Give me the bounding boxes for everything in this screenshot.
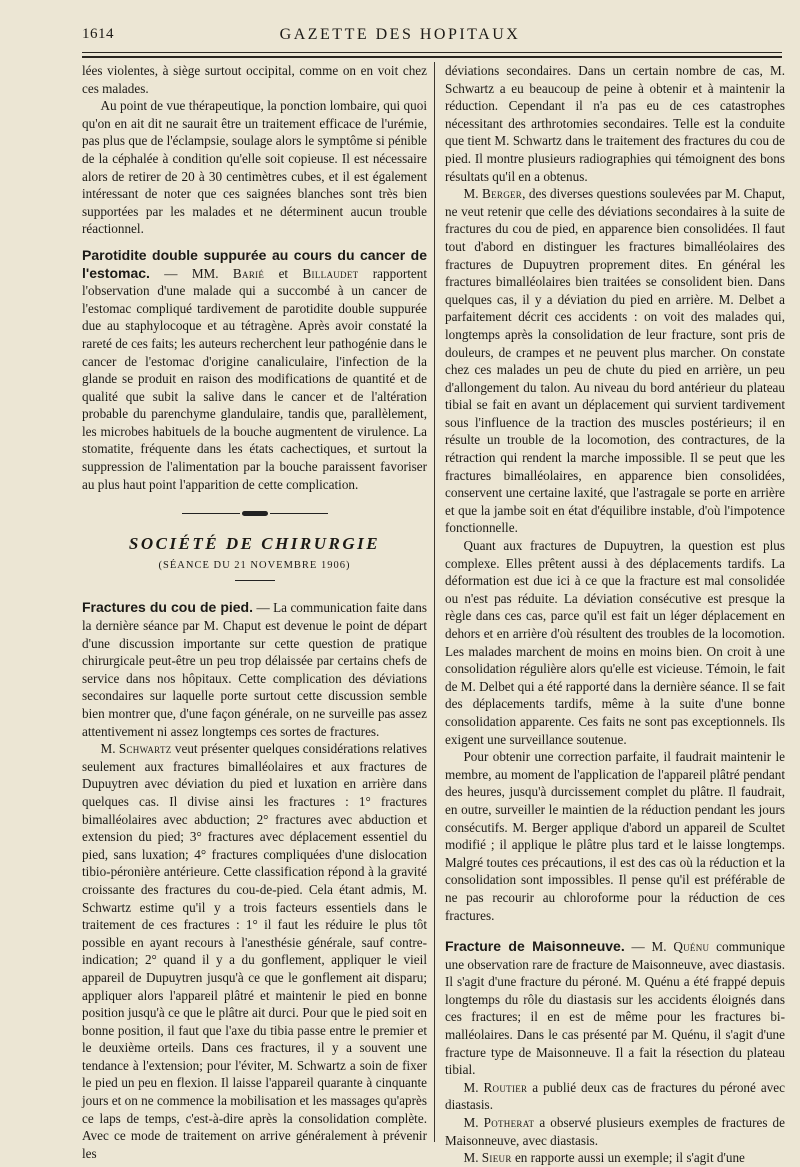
- author-name: Sieur: [481, 1150, 512, 1166]
- author-name: Routier: [483, 1079, 528, 1095]
- article-title-maisonneuve: Fracture de Maisonneuve.: [445, 938, 625, 955]
- author-name: Barié: [232, 265, 265, 281]
- article-fractures: Fractures du cou de pied. — La communication faite dans la dernière séance par M. Chaput est devenue le point de départ d'une discussion importante sur cette question de pratique chirurgicale peut-être un peu trop délaissée par certains chefs de service dans nos hôpitaux. Cette complication des déviations secondaires sur laquelle porte surtout cette discussion semble bien montrer que, d'une façon générale, on ne surveille pas assez attentivement ni assez longtemps ces sortes de fractures.: [82, 599, 427, 739]
- author-name: Potherat: [483, 1115, 535, 1131]
- section-ornament: [82, 509, 427, 517]
- paragraph-dupuytren: Quant aux fractures de Dupuytren, la question est plus complexe. Elles prêtent aussi à des déplacements tardifs. La déformation est due ici à ce que la fracture est mal consolidée ou n'est pas réduite. La déviation consécutive est presque la règle dans ces cas, parce qu'il est fait un léger déplacement en dehors et en arrière d'où résultent des troubles de la locomotion. Les malades marchent de moins en moins bien. On croit à une consolidation régulière alors qu'elle est vicieuse. Témoin, le fait de M. Delbet qui a été rapporté dans la dernière séance. Il se fait des déplacements tardifs, même à la suite d'une bonne consolidation apparente. Ces faits ne sont pas exceptionnels. Ils exigent une surveillance soutenue.: [445, 538, 785, 747]
- header-rule-thick: [82, 56, 782, 58]
- section-session-date: (SÉANCE DU 21 NOVEMBRE 1906): [158, 559, 351, 571]
- column-divider: [434, 62, 435, 1142]
- author-name: Billaudet: [302, 265, 359, 281]
- page-number: 1614: [82, 26, 114, 42]
- paragraph-continuation-right: déviations secondaires. Dans un certain nombre de cas, M. Schwartz a eu beaucoup de peine à obtenir et à maintenir la réduction. Cependant il n'a pas eu de ces catastrophes nécessitant des arthrotomies secondaires. Telle est la conduite que tient M. Schwartz dans le traitement des fractures du cou de pied. Il montre plusieurs radiographies qui témoignent des bons résultats qu'il en a obtenus.: [445, 63, 785, 184]
- journal-title: GAZETTE DES HOPITAUX: [279, 26, 521, 43]
- article-title-parotidite: Parotidite double suppurée au cours du cancer de l'estomac.: [82, 246, 427, 281]
- author-name: Schwartz: [118, 741, 172, 757]
- author-name: Quénu: [673, 939, 710, 955]
- author-name: Berger: [482, 186, 523, 202]
- paragraph-potherat: M. Potherat a observé plusieurs exemples de fractures de Maisonneuve, avec diastasis.: [445, 1115, 785, 1148]
- article-maisonneuve: Fracture de Maisonneuve. — M. Quénu communique une observation rare de fracture de Maisonneuve, avec diastasis. Il s'agit d'une fracture du péroné. M. Quénu a été frappé depuis longtemps du rôle du diastasis sur les accidents éloignés dans ces fractures; il en est de même pour les fractures bi-malléolaires. Dans le cas présenté par M. Quénu, il s'agit d'une fracture type de Maisonneuve. Il a fait la résection du plateau tibial.: [445, 938, 785, 1078]
- paragraph-schwartz: M. Schwartz veut présenter quelques considérations relatives seulement aux fractures bimalléolaires et aux fractures de Dupuytren avec déviation du pied et luxation en arrière dans quelques cas. Il divise ainsi les fractures : 1° fractures bimalléolaires avec abduction; 2° fractures avec abduction et extension du pied; 3° fractures avec déplacement essentiel du pied, sans luxation; 4° fractures compliquées d'une dislocation tibio-péronière antérieure. Cette classification répond à la gravité croissante des fractures du cou-de-pied. Cela étant admis, M. Schwartz estime qu'il y a trois facteurs essentiels dans le traitement de ces fractures : 1° il faut les réduire le plus tôt possible en ayant recours à l'anesthésie générale, sauf contre-indication; 2° quand il y a du gonflement, appliquer le vieil appareil de Dupuytren jusqu'à ce que le gonflement ait disparu; appliquer alors l'appareil plâtré et maintenir le pied en bonne position jusqu'à ce que le plâtre ait durci. Pour que le pied soit en bonne position, il faut que l'axe du tibia passe entre le premier et le deuxième orteils. Dans ces fractures, il y a souvent une tendance à l'extension; pour l'éviter, M. Schwartz a soin de fixer le pied un peu en flexion. Il laisse l'appareil quarante à cinquante jours et on ne commence la mobilisation et les massages qu'après ce laps de temps, c'est-à-dire après la consolidation complète. Avec ce mode de traitement on arrive généralement à prévenir les: [82, 741, 427, 1161]
- page-header: [0, 26, 800, 46]
- section-short-rule: [235, 580, 275, 581]
- paragraph-sieur: M. Sieur en rapporte aussi un exemple; il s'agit d'une: [463, 1150, 745, 1166]
- article-title-fractures: Fractures du cou de pied.: [82, 599, 253, 616]
- article-parotidite: Parotidite double suppurée au cours du cancer de l'estomac. — MM. Barié et Billaudet rapportent l'observation d'une malade qui a succombé à un cancer de l'estomac compliqué tardivement de parotidite double suppurée due au staphylocoque et au tétragène. Après avoir constaté la rareté de ces faits; les auteurs recherchent leur pathogénie dans le cancer de l'estomac d'origine canaliculaire, l'infection de la glande se produit en raison des modifications de quantité et de qualité que subit la salive dans le cancer et de l'altération probable du parenchyme glandulaire, tandis que, parallèlement, les microbes habituels de la bouche augmentent de virulence. La stomatite, fréquente dans les états cachectiques, et surtout la suppression de l'alimentation par la bouche paraissent favoriser au plus haut point l'apparition de cette complication.: [82, 246, 427, 492]
- paragraph-correction: Pour obtenir une correction parfaite, il faudrait maintenir le membre, au moment de l'application de l'appareil plâtré pendant des heures, jusqu'à durcissement complet du plâtre. Il faudrait, en outre, surveiller le maintien de la réduction pendant les jours consécutifs. M. Berger applique d'abord un appareil de Scultet modifié ; il applique le plâtre plus tard et le laisse longtemps. Malgré toutes ces précautions, il est des cas où la réduction et la consolidation sont impossibles. Il pense qu'il est préférable de ne pas recourir au chloroforme pour la réduction de ces fractures.: [445, 749, 785, 923]
- paragraph-berger: M. Berger, des diverses questions soulevées par M. Chaput, ne veut retenir que celle des déviations secondaires à la suite de fractures du cou de pied, en apparence bien consolidées. Il faut tout d'abord en distinguer les fractures bimalléolaires des fractures de Dupuytren proprement dites. En général les fractures bimalléolaires bien traitées se consolident bien. Dans quelques cas, il y a déviation du pied en arrière. M. Delbet a parfaitement décrit ces accidents : on voit des malades qui, longtemps après la consolidation de leur fracture, sont pris de douleurs, de crampes et ne peuvent plus marcher. On constate chez ces malades un peu de chute du pied en arrière, un peu d'allongement du talon. Au niveau du bord antérieur du plateau tibial se fait en avant un déplacement qui survient tardivement sous l'influence de la traction des muscles postérieurs; il en résulte un trouble de la locomotion, des contractures, de la rétraction qui rendent la marche impossible. Il se peut que les fractures bimalléolaires, en apparence bien consolidées, conservent une certaine laxité, que l'astragale se porte en arrière et que la jambe soit en état d'équilibre instable, d'où l'impotence fonctionnelle.: [445, 186, 785, 536]
- section-title: SOCIÉTÉ DE CHIRURGIE: [128, 534, 381, 554]
- paragraph-routier: M. Routier a publié deux cas de fractures du péroné avec diastasis.: [445, 1079, 785, 1113]
- paragraph-continuation: lées violentes, à siège surtout occipital, comme on en voit chez ces malades.: [82, 63, 427, 96]
- left-column: [82, 62, 427, 1162]
- header-rule-thin: [82, 52, 782, 53]
- right-column: [445, 62, 785, 1167]
- paragraph-lumbar-puncture: Au point de vue thérapeutique, la ponction lombaire, qui quoi qu'on en ait dit ne saurait être un traitement efficace de l'urémie, pas plus que de l'éclampsie, soulage alors le symptôme si pénible de la céphalée à condition qu'elle soit copieuse. Il est nécessaire alors de retirer de 20 à 30 centimètres cubes, et il est également intéressant de noter que ces saignées blanches sont très bien supportées par les malades et ne déterminent aucun trouble réactionnel.: [82, 98, 427, 237]
